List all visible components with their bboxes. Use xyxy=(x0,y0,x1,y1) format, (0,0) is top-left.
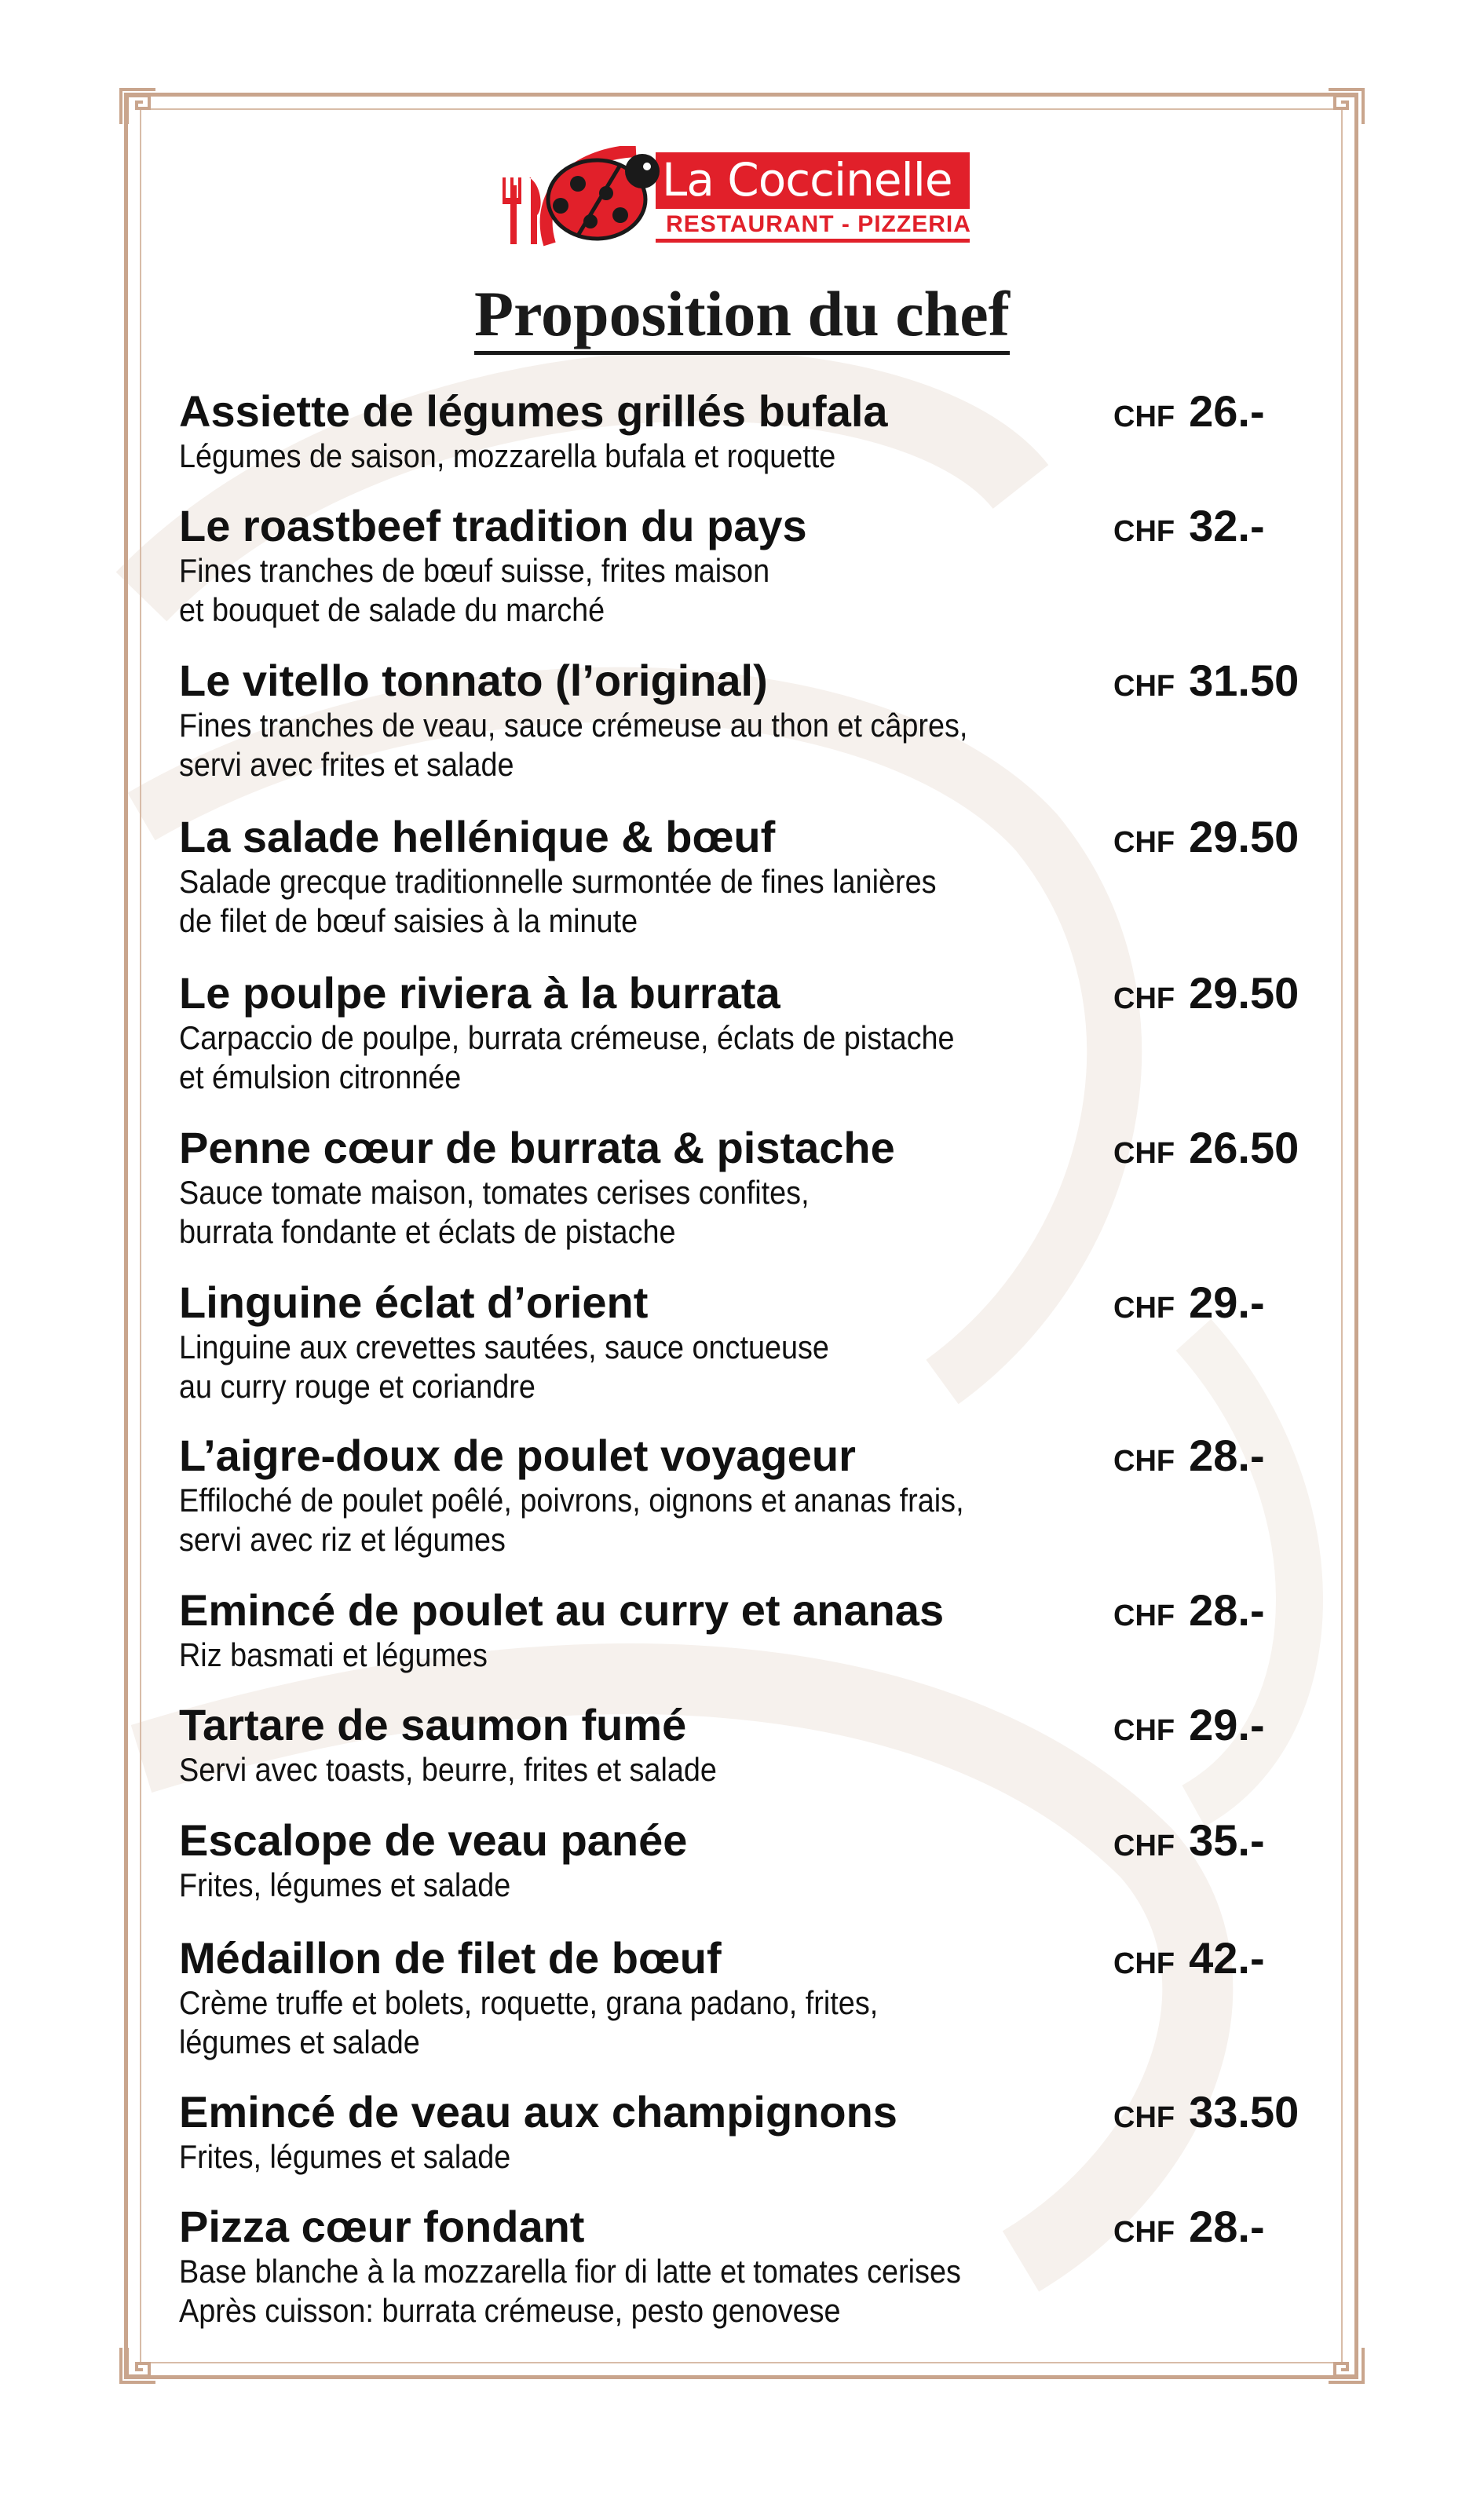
menu-item xyxy=(179,812,1299,941)
price-amount: 29.50 xyxy=(1189,968,1299,1018)
currency-label: CHF xyxy=(1113,1445,1175,1478)
menu-item-description: Linguine aux crevettes sautées, sauce onctueuse xyxy=(179,1329,829,1365)
menu-item-price xyxy=(1113,1933,1265,1983)
menu-item-description: Carpaccio de poulpe, burrata crémeuse, éclats de pistache xyxy=(179,1019,955,1056)
menu-item-price xyxy=(1113,386,1265,437)
menu-item-name: Linguine éclat d’orient xyxy=(179,1278,649,1327)
menu-item-description: et émulsion citronnée xyxy=(179,1058,462,1095)
logo-name: La Coccinelle xyxy=(662,153,952,207)
price-amount: 26.50 xyxy=(1189,1123,1299,1172)
menu-item-price xyxy=(1113,501,1265,551)
menu-item-name: Tartare de saumon fumé xyxy=(179,1700,687,1749)
page-title-text: Proposition du chef xyxy=(474,278,1010,355)
currency-label: CHF xyxy=(1113,1599,1175,1632)
menu-item-name: La salade hellénique & bœuf xyxy=(179,812,776,861)
menu-item-name: Pizza cœur fondant xyxy=(179,2202,585,2251)
menu-item-price xyxy=(1113,812,1299,862)
menu-item-description: Fines tranches de bœuf suisse, frites maison xyxy=(179,552,770,589)
price-amount: 32.- xyxy=(1189,501,1265,550)
menu-item-description: légumes et salade xyxy=(179,2023,420,2060)
menu-item xyxy=(179,386,1265,476)
menu-item-description: burrata fondante et éclats de pistache xyxy=(179,1213,676,1250)
corner-ornament-icon xyxy=(1325,2345,1366,2385)
menu-item-description: Fines tranches de veau, sauce crémeuse au thon et câpres, xyxy=(179,707,968,744)
menu-item-description: Légumes de saison, mozzarella bufala et roquette xyxy=(179,437,836,474)
menu-item-description: Servi avec toasts, beurre, frites et salade xyxy=(179,1751,717,1788)
menu-item-name: Emincé de poulet au curry et ananas xyxy=(179,1585,945,1635)
menu-item xyxy=(179,1700,1265,1789)
menu-item-name: Penne cœur de burrata & pistache xyxy=(179,1123,895,1172)
menu-item-description: au curry rouge et coriandre xyxy=(179,1368,535,1405)
corner-ornament-icon xyxy=(118,2345,159,2385)
currency-label: CHF xyxy=(1113,670,1175,703)
currency-label: CHF xyxy=(1113,1947,1175,1980)
menu-item-price xyxy=(1113,656,1299,706)
logo-subtitle: RESTAURANT - PIZZERIA xyxy=(666,211,971,237)
price-amount: 29.- xyxy=(1189,1278,1265,1327)
menu-item-price xyxy=(1113,1123,1299,1173)
menu-item xyxy=(179,1278,1265,1406)
price-amount: 28.- xyxy=(1189,2202,1265,2251)
menu-item-name: L’aigre-doux de poulet voyageur xyxy=(179,1431,856,1480)
price-amount: 28.- xyxy=(1189,1585,1265,1635)
price-amount: 35.- xyxy=(1189,1815,1265,1865)
menu-item-price xyxy=(1113,2087,1299,2137)
price-amount: 28.- xyxy=(1189,1431,1265,1480)
menu-item-description: Sauce tomate maison, tomates cerises confites, xyxy=(179,1174,810,1211)
price-amount: 29.50 xyxy=(1189,812,1299,861)
menu-item-price xyxy=(1113,1278,1265,1328)
currency-label: CHF xyxy=(1113,1137,1175,1170)
restaurant-logo xyxy=(503,146,974,252)
menu-item xyxy=(179,1815,1265,1905)
menu-item xyxy=(179,1933,1265,2062)
currency-label: CHF xyxy=(1113,1830,1175,1862)
menu-item-description: servi avec riz et légumes xyxy=(179,1521,506,1558)
menu-item-price xyxy=(1113,2202,1265,2252)
menu-item xyxy=(179,2087,1299,2177)
menu-item-description: et bouquet de salade du marché xyxy=(179,591,605,628)
menu-item xyxy=(179,968,1299,1097)
price-amount: 29.- xyxy=(1189,1700,1265,1749)
currency-label: CHF xyxy=(1113,1714,1175,1747)
menu-item-price xyxy=(1113,1431,1265,1481)
currency-label: CHF xyxy=(1113,982,1175,1015)
menu-item-price xyxy=(1113,1585,1265,1636)
page-title xyxy=(0,275,1484,353)
price-amount: 33.50 xyxy=(1189,2087,1299,2137)
menu-item-description: Base blanche à la mozzarella fior di latte et tomates cerises xyxy=(179,2253,961,2290)
currency-label: CHF xyxy=(1113,2216,1175,2249)
menu-item xyxy=(179,656,1299,784)
menu-item-name: Le roastbeef tradition du pays xyxy=(179,501,807,550)
menu-item-description: Après cuisson: burrata crémeuse, pesto genovese xyxy=(179,2292,841,2329)
price-amount: 42.- xyxy=(1189,1933,1265,1983)
menu-item-name: Assiette de légumes grillés bufala xyxy=(179,386,888,436)
menu-item-description: Effiloché de poulet poêlé, poivrons, oignons et ananas frais, xyxy=(179,1482,964,1519)
price-amount: 26.- xyxy=(1189,386,1265,436)
ladybug-icon xyxy=(548,154,660,239)
menu-item-description: servi avec frites et salade xyxy=(179,746,514,783)
menu-item-name: Escalope de veau panée xyxy=(179,1815,688,1865)
currency-label: CHF xyxy=(1113,2101,1175,2134)
menu-item-price xyxy=(1113,1815,1265,1866)
menu-item-price xyxy=(1113,968,1299,1018)
menu-item xyxy=(179,501,1265,630)
currency-label: CHF xyxy=(1113,826,1175,859)
menu-item xyxy=(179,1431,1265,1559)
menu-item xyxy=(179,1123,1299,1252)
price-amount: 31.50 xyxy=(1189,656,1299,705)
corner-ornament-icon xyxy=(1325,86,1366,127)
menu-item-name: Emincé de veau aux champignons xyxy=(179,2087,897,2137)
corner-ornament-icon xyxy=(118,86,159,127)
menu-item xyxy=(179,2202,1265,2330)
menu-item-name: Le vitello tonnato (l’original) xyxy=(179,656,768,705)
currency-label: CHF xyxy=(1113,1292,1175,1325)
menu-item-price xyxy=(1113,1700,1265,1750)
menu-item-description: de filet de bœuf saisies à la minute xyxy=(179,902,638,939)
menu-item-description: Salade grecque traditionnelle surmontée de fines lanières xyxy=(179,863,937,900)
menu-item-description: Crème truffe et bolets, roquette, grana padano, frites, xyxy=(179,1984,879,2021)
menu-item-name: Médaillon de filet de bœuf xyxy=(179,1933,722,1983)
currency-label: CHF xyxy=(1113,515,1175,548)
menu-item-description: Frites, légumes et salade xyxy=(179,1866,511,1903)
menu-item-description: Riz basmati et légumes xyxy=(179,1636,488,1673)
menu-item xyxy=(179,1585,1265,1675)
menu-item-name: Le poulpe riviera à la burrata xyxy=(179,968,780,1018)
currency-label: CHF xyxy=(1113,400,1175,433)
menu-item-description: Frites, légumes et salade xyxy=(179,2138,511,2175)
